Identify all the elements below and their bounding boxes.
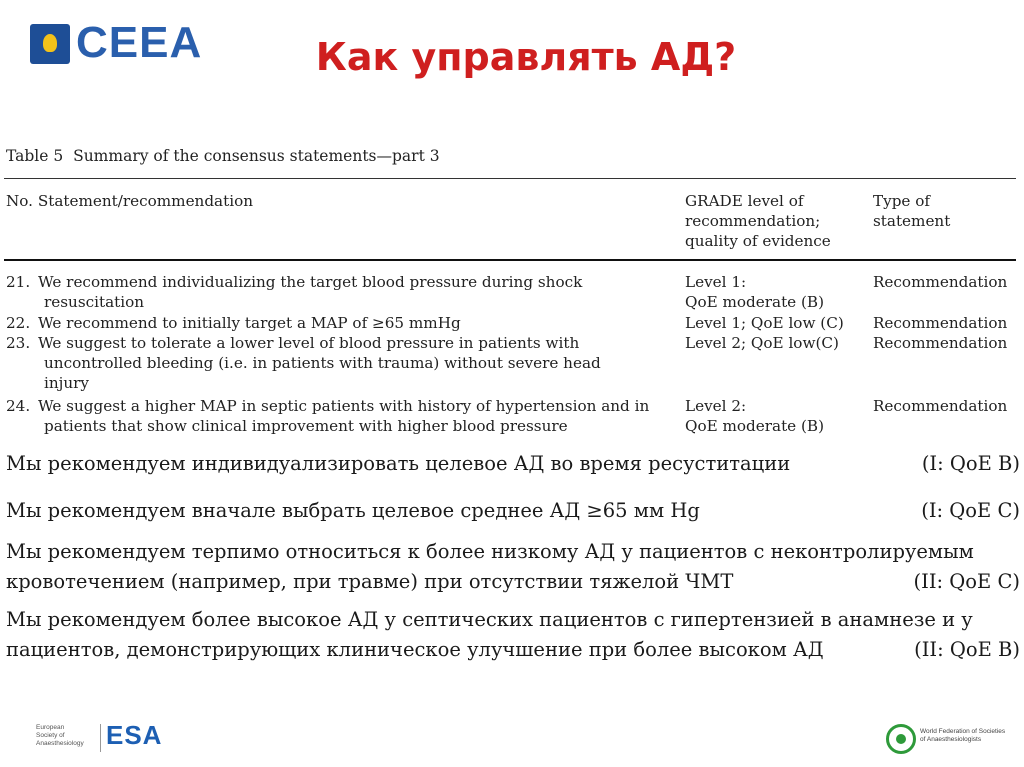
table-row-grade: Level 1; QoE low (C) [685, 314, 844, 332]
table-row: 24. We suggest a higher MAP in septic patients with history of hypertension and in patients that show clinical improvement with higher blood pressure [6, 397, 650, 435]
table-row: 23. We suggest to tolerate a lower level of blood pressure in patients with uncontrolled bleeding (i.e. in patients with trauma) without severe head injury [6, 334, 601, 392]
wfsa-text: World Federation of Societies of Anaesthesiologists [920, 728, 1006, 743]
ru-statement-4: Мы рекомендуем более высокое АД у септических пациентов с гипертензией в анамнезе и у пациентов, демонстрирующих клиническое улучшение при более высоком АД (II: QoE B) [6, 608, 1020, 661]
table-row-grade: Level 1: QoE moderate (B) [685, 273, 825, 311]
esa-small-text: European Society of Anaesthesiology [36, 724, 84, 747]
wfsa-globe-icon [886, 724, 916, 754]
header-type: Type of statement [873, 192, 951, 230]
ru-statement-3: Мы рекомендуем терпимо относиться к более низкому АД у пациентов с неконтролируемым кровотечением (например, при травме) при отсутствии тяжелой ЧМТ (II: QoE C) [6, 540, 1020, 593]
table-row: 22. We recommend to initially target a MAP of ≥65 mmHg [6, 314, 461, 332]
table-top-rule [4, 178, 1016, 179]
table-row-type: Recommendation [873, 273, 1008, 291]
table-header-rule [4, 259, 1016, 261]
table-row-grade: Level 2; QoE low(C) [685, 334, 839, 352]
page-title: Как управлять АД? [315, 35, 737, 79]
ru-statement-1: Мы рекомендуем индивидуализировать целевое АД во время ресуститации (I: QoE B) [6, 452, 1020, 475]
esa-logo-block [36, 722, 186, 756]
table-row-type: Recommendation [873, 314, 1008, 332]
wfsa-logo-block [886, 722, 1016, 756]
ru-statement-2: Мы рекомендуем вначале выбрать целевое среднее АД ≥65 мм Hg (I: QoE C) [6, 499, 1020, 522]
table-row-type: Recommendation [873, 334, 1008, 352]
divider [100, 724, 101, 752]
header-grade: GRADE level of recommendation; quality of evidence [685, 192, 831, 250]
esa-logo: ESA [106, 720, 163, 750]
table-caption: Table 5 Summary of the consensus statements—part 3 [6, 147, 440, 165]
table-row: 21. We recommend individualizing the target blood pressure during shock resuscitation [6, 273, 583, 311]
table-row-type: Recommendation [873, 397, 1008, 415]
header-statement: No. Statement/recommendation [6, 192, 253, 210]
ceea-logo-text: CEEA [76, 18, 203, 67]
table-row-grade: Level 2: QoE moderate (B) [685, 397, 825, 435]
